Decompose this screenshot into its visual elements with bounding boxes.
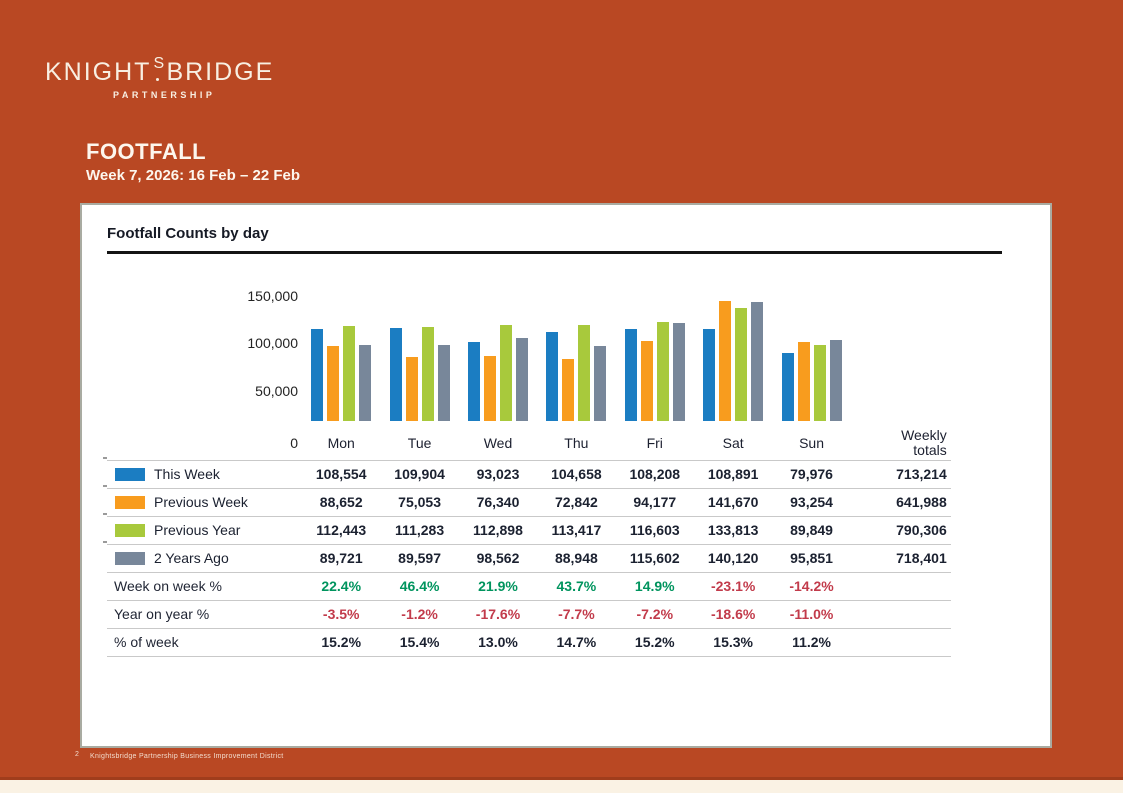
bar-this-week-thu [546, 332, 558, 421]
day-header-mon: Mon [327, 435, 355, 452]
series-legend [115, 494, 302, 510]
percent-row-label: % of week [114, 634, 179, 650]
percent-wed: -17.6% [475, 606, 521, 622]
weekly-totals-header [851, 427, 951, 460]
value-fri: 116,603 [629, 522, 680, 538]
value-tue: 75,053 [398, 494, 441, 510]
series-legend [115, 522, 302, 538]
bar-2-years-ago-thu [594, 346, 606, 421]
value-mon: 88,652 [319, 494, 363, 510]
bar-2-years-ago-tue [438, 345, 450, 421]
weekly-total-value: 641,988 [896, 494, 947, 510]
percent-row-label: Week on week % [114, 578, 222, 594]
series-label-cell [107, 488, 302, 516]
value-tue: 111,283 [395, 522, 445, 538]
y-axis-tick-0: 0 [290, 435, 298, 452]
bar-this-week-sun [782, 353, 794, 421]
value-sat: 108,891 [707, 466, 759, 482]
bar-previous-year-thu [578, 325, 590, 421]
series-row-previous-year [107, 516, 951, 544]
bar-2-years-ago-wed [516, 338, 528, 421]
value-mon: 89,721 [319, 550, 363, 566]
percent-sat: 15.3% [713, 634, 753, 650]
percent-fri: 14.9% [634, 578, 675, 594]
percent-mon: 15.2% [321, 634, 362, 650]
legend-swatch [115, 496, 145, 509]
footfall-table [107, 427, 951, 657]
logo-s-letter: S [153, 55, 165, 72]
bar-2-years-ago-sun [830, 340, 842, 421]
logo-s-dot [156, 78, 159, 81]
bar-previous-week-sat [719, 301, 731, 421]
day-header-fri: Fri [646, 435, 663, 452]
bar-previous-year-sat [735, 308, 747, 421]
series-label-cell [107, 544, 302, 572]
value-wed: 112,898 [473, 522, 523, 538]
legend-swatch [115, 468, 145, 481]
logo-partnership-label: PARTNERSHIP [113, 90, 216, 100]
y-axis-tick-100000: 100,000 [247, 335, 298, 351]
bar-previous-week-mon [327, 346, 339, 421]
percent-tue: 15.4% [399, 634, 440, 650]
legend-swatch [115, 552, 145, 565]
value-tue: 109,904 [394, 466, 445, 482]
series-label: Previous Week [154, 494, 248, 510]
bottom-cream-strip [0, 780, 1123, 793]
day-header-wed: Wed [483, 435, 513, 452]
page-number: 2 [75, 751, 79, 758]
day-header-thu: Thu [564, 435, 589, 452]
value-sat: 140,120 [707, 550, 759, 566]
bar-previous-year-fri [657, 322, 669, 421]
bar-previous-year-wed [500, 325, 512, 421]
value-sat: 133,813 [707, 522, 759, 538]
bar-this-week-fri [625, 329, 637, 421]
percent-tue: -1.2% [401, 606, 438, 622]
knightsbridge-logo [45, 55, 275, 100]
bar-this-week-sat [703, 329, 715, 421]
percent-thu: 43.7% [556, 578, 597, 594]
percent-fri: -7.2% [636, 606, 674, 622]
percent-row-year-on-year- [107, 600, 951, 628]
value-sun: 93,254 [790, 494, 833, 510]
percent-mon: 22.4% [321, 578, 362, 594]
y-axis-tick-50000: 50,000 [255, 383, 298, 399]
value-wed: 93,023 [476, 466, 520, 482]
chart-title: Footfall Counts by day [107, 225, 269, 242]
value-wed: 98,562 [476, 550, 520, 566]
series-label: This Week [154, 466, 220, 482]
value-mon: 108,554 [315, 466, 367, 482]
percent-row-label: Year on year % [114, 606, 210, 622]
weekly-total-value: 718,401 [896, 550, 947, 566]
value-sat: 141,670 [707, 494, 759, 510]
bar-previous-week-sun [798, 342, 810, 421]
y-axis-tick-150000: 150,000 [247, 288, 298, 304]
bar-2-years-ago-mon [359, 345, 371, 421]
weekly-totals-header-line2: totals [913, 442, 947, 459]
bar-previous-year-sun [814, 345, 826, 421]
series-row-2-years-ago [107, 544, 951, 572]
value-fri: 115,602 [629, 550, 680, 566]
percent-wed: 13.0% [478, 634, 518, 650]
empty-total-cell [851, 628, 951, 656]
weekly-totals-header-line1: Weekly [901, 426, 947, 443]
series-row-this-week [107, 460, 951, 488]
series-row-previous-week [107, 488, 951, 516]
value-tue: 89,597 [398, 550, 441, 566]
value-thu: 104,658 [551, 466, 602, 482]
logo-word-post: BRIDGE [166, 58, 275, 86]
page-subtitle: Week 7, 2026: 16 Feb – 22 Feb [86, 167, 301, 184]
value-wed: 76,340 [476, 494, 520, 510]
bar-previous-week-tue [406, 357, 418, 421]
logo-superscript-s [151, 55, 166, 83]
value-thu: 113,417 [551, 522, 602, 538]
value-sun: 89,849 [790, 522, 833, 538]
value-fri: 94,177 [633, 494, 677, 510]
bar-previous-year-mon [343, 326, 355, 421]
logo-word-pre: KNIGHT [45, 58, 152, 86]
day-header-sat: Sat [722, 435, 744, 452]
percent-row--of-week [107, 628, 951, 656]
weekly-total-value: 713,214 [896, 466, 947, 482]
value-mon: 112,443 [316, 522, 367, 538]
percent-sat: -23.1% [710, 578, 756, 594]
bar-previous-week-wed [484, 356, 496, 421]
weekly-total-value: 790,306 [896, 522, 947, 538]
bar-previous-week-fri [641, 341, 653, 421]
value-thu: 88,948 [554, 550, 598, 566]
page-title: FOOTFALL [86, 139, 207, 164]
bar-previous-year-tue [422, 327, 434, 421]
value-fri: 108,208 [629, 466, 681, 482]
empty-total-cell [851, 572, 951, 600]
series-legend [115, 550, 302, 566]
series-label-cell [107, 516, 302, 544]
bar-previous-week-thu [562, 359, 574, 421]
percent-wed: 21.9% [478, 578, 518, 594]
percent-sat: -18.6% [710, 606, 756, 622]
series-legend [115, 466, 302, 482]
percent-tue: 46.4% [399, 578, 440, 594]
percent-row-week-on-week- [107, 572, 951, 600]
legend-swatch [115, 524, 145, 537]
bar-2-years-ago-sat [751, 302, 763, 421]
bar-this-week-wed [468, 342, 480, 421]
percent-sun: 11.2% [792, 634, 831, 650]
value-sun: 95,851 [790, 550, 833, 566]
bar-this-week-tue [390, 328, 402, 421]
value-thu: 72,842 [554, 494, 598, 510]
percent-thu: 14.7% [556, 634, 597, 650]
bar-this-week-mon [311, 329, 323, 421]
series-label: 2 Years Ago [154, 550, 229, 566]
percent-mon: -3.5% [322, 606, 360, 622]
logo-wordmark [45, 55, 275, 87]
content-panel [80, 203, 1052, 748]
bar-2-years-ago-fri [673, 323, 685, 421]
series-label: Previous Year [154, 522, 241, 538]
table-header-row [107, 427, 951, 460]
day-header-tue: Tue [407, 435, 432, 452]
value-sun: 79,976 [790, 466, 833, 482]
footer-text: Knightsbridge Partnership Business Improvement District [90, 753, 284, 760]
percent-thu: -7.7% [558, 606, 595, 622]
percent-sun: -11.0% [789, 606, 834, 622]
series-label-cell [107, 460, 302, 488]
day-header-sun: Sun [799, 435, 824, 452]
percent-fri: 15.2% [634, 634, 675, 650]
percent-sun: -14.2% [789, 578, 834, 594]
empty-total-cell [851, 600, 951, 628]
